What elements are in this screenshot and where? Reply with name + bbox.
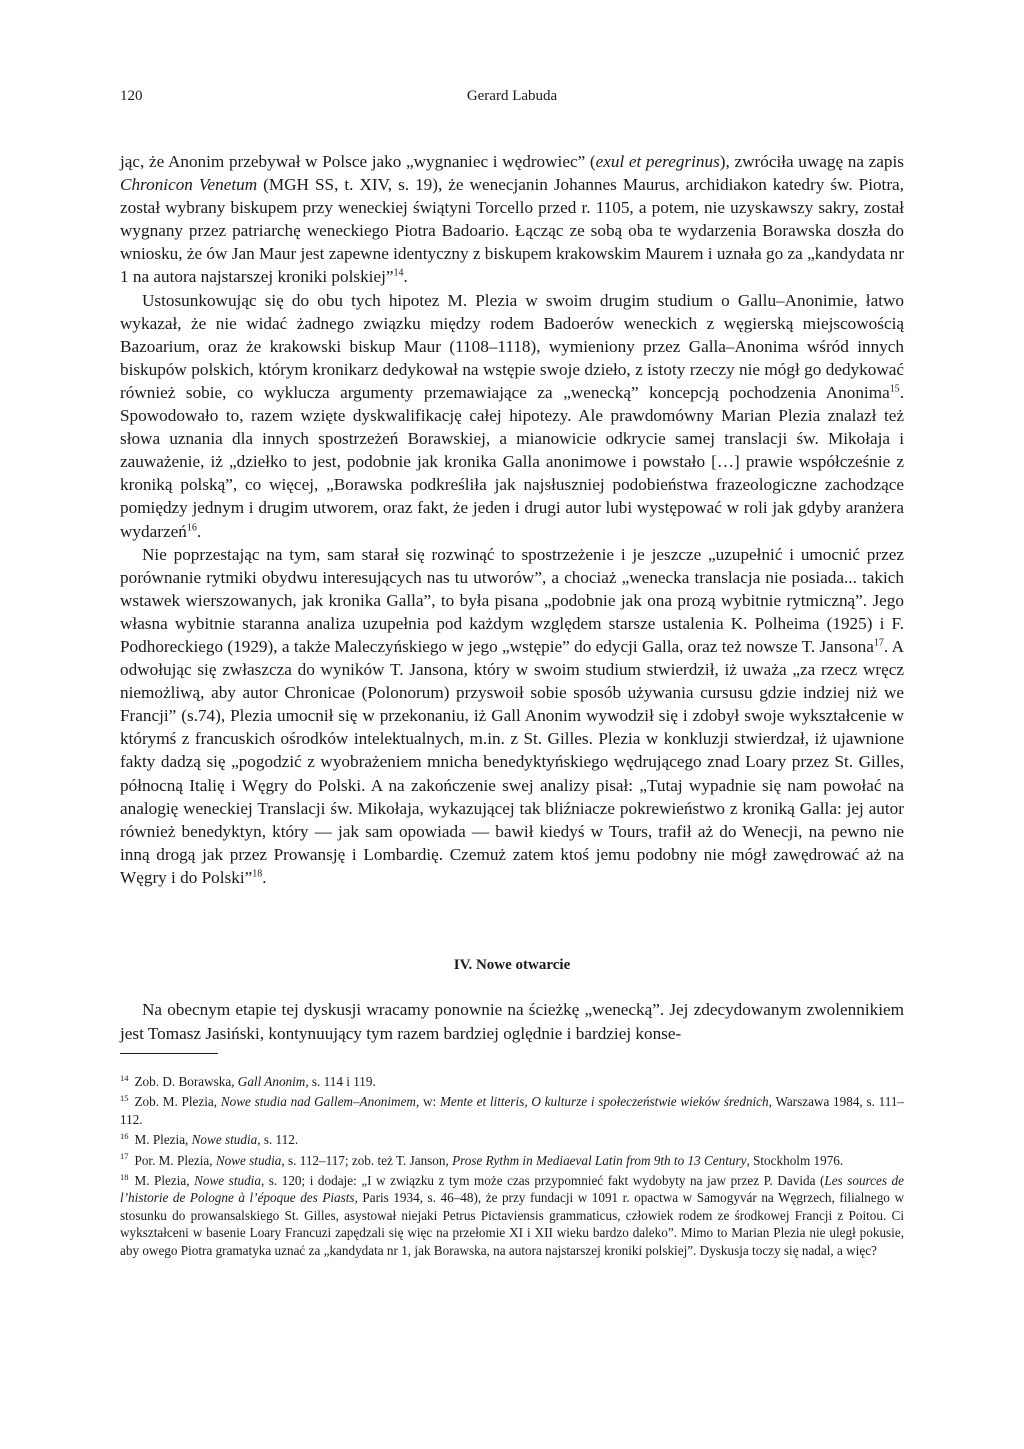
text-run: Zob. M. Plezia, xyxy=(134,1094,221,1110)
italic-text: Mente et litteris, O kulturze i społeczeństwie wieków średnich xyxy=(439,1094,769,1110)
page-header xyxy=(120,88,904,112)
italic-text: Nowe studia xyxy=(194,1173,261,1189)
text-run: , s. 114 i 119. xyxy=(305,1074,376,1089)
text-run: M. Plezia, xyxy=(134,1132,192,1148)
text-run: (MGH SS, t. XIV, s. 19), że wenecjanin Johannes Maurus, archidiakon katedry św. Piotra, został wybrany biskupem przy weneckiej świątyni Torcello przed r. 1105, a potem, nie uzyskawszy sakry, został wygnany przez patriarchę weneckiego Piotra Badoario. Łącząc ze sobą oba te wydarzenia Borawska doszła do wniosku, że ów Jan Maur jest zapewne identyczny z biskupem krakowskim Maurem i uznała go za „kandydata nr 1 na autora najstarszej kroniki polskiej” xyxy=(120,175,904,287)
italic-text: Nowe studia nad Gallem–Anonimem xyxy=(220,1094,416,1110)
footnote-number: 16 xyxy=(120,1130,129,1141)
section-heading: IV. Nowe otwarcie xyxy=(453,957,571,973)
italic-text: Nowe studia xyxy=(215,1152,282,1168)
footnote xyxy=(120,1172,904,1259)
italic-text: exul et peregrinus xyxy=(595,152,720,171)
text-run: Zob. D. Borawska, xyxy=(134,1074,238,1089)
running-head: Gerard Labuda xyxy=(466,88,558,104)
footnote-separator xyxy=(120,1053,218,1054)
text-run: , s. 112–117; zob. też T. Janson, xyxy=(281,1152,453,1168)
italic-text: Chronicon Venetum xyxy=(120,175,258,195)
text-run: , Stockholm 1976. xyxy=(746,1152,844,1168)
italic-text: Nowe studia xyxy=(191,1132,258,1148)
body-text xyxy=(120,150,904,889)
text-run: , w: xyxy=(415,1094,440,1110)
text-run: jąc, że Anonim przebywał w Polsce jako „wygnaniec i wędrowiec” ( xyxy=(120,152,596,171)
footnote-reference[interactable]: 14 xyxy=(393,267,404,279)
footnotes xyxy=(120,1073,904,1262)
footnote xyxy=(120,1093,904,1128)
section-paragraph: Na obecnym etapie tej dyskusji wracamy ponownie na ścieżkę „wenecką”. Jej zdecydowanym zwolennikiem jest Tomasz Jasiński, kontynuujący tym razem bardziej oględnie i bardziej konse- xyxy=(120,1000,904,1043)
body-paragraph xyxy=(120,543,904,889)
footnote-reference[interactable]: 15 xyxy=(889,383,900,395)
footnote-number: 14 xyxy=(120,1072,129,1083)
footnote-reference[interactable]: 17 xyxy=(873,637,884,649)
footnote-reference[interactable]: 16 xyxy=(186,521,197,533)
page-number: 120 xyxy=(120,88,143,104)
text-run: , Paris 1934, s. 46–48), że przy fundacji w 1091 r. opactwa w Samogyvár na Węgrzech, filialnego w stosunku do prowansalskiego St. Gilles, asystował niejaki Petrus Pictaviensis grammaticus, człowiek rodem ze środkowej Francji z Poitou. Ci wykształceni w basenie Loary Francuzi zapędzali się więc na przełomie XI i XII wieku bardzo daleko”. Mimo to Marian Plezia nie uległ pokusie, aby owego Piotra gramatyka uznać za „kandydata nr 1, jak Borawska, na autora najstarszej kroniki polskiej”. Dyskusja toczy się nadal, a więc? xyxy=(120,1190,904,1258)
text-run: . xyxy=(196,521,202,541)
text-run: Nie poprzestając na tym, sam starał się rozwinąć to spostrzeżenie i je jeszcze „uzupełnić i umocnić przez porównanie rytmiki obydwu interesujących nas tu utworów”, a chociaż „wenecka translacja nie posiada... takich wstawek wierszowanych, jak kronika Galla”, to była pisana „podobnie jak ona prozą wybitnie rytmiczną”. Jego własna wybitnie staranna analiza uzupełnia pod każdym względem starsze ustalenia K. Polheima (1925) i F. Podhoreckiego (1929), a także Maleczyńskiego w jego „wstępie” do edycji Galla, oraz też nowsze T. Jansona xyxy=(120,544,904,656)
text-run: . xyxy=(262,867,267,887)
footnote xyxy=(120,1131,904,1148)
text-run: M. Plezia, xyxy=(134,1173,195,1189)
footnote-number: 15 xyxy=(120,1093,129,1104)
text-run: Por. M. Plezia, xyxy=(134,1152,216,1168)
text-run: , s. 120; i dodaje: „I w związku z tym może czas przypomnieć fakt wydobyty na jaw przez P. Davida ( xyxy=(260,1173,825,1189)
text-run: , s. 112. xyxy=(257,1132,299,1148)
text-run: . Spowodowało to, razem wzięte dyskwalifikację całej hipotezy. Ale prawdomówny Marian Plezia znalazł też słowa uznania dla innych spostrzeżeń Borawskiej, a mianowicie odkrycie samej translacji św. Mikołaja i zauważenie, iż „dziełko to jest, podobnie jak kronika Galla anonimowe i powstało […] prawie współcześnie z kroniką polską”, co więcej, „Borawska podkreśliła jak najsłuszniej podobieństwa frazeologiczne zachodzące pomiędzy jednym i drugim utworem, oraz fakt, że jeden i drugi autor lubi występować w roli jak gdyby aranżera wydarzeń xyxy=(120,382,904,541)
body-paragraph xyxy=(120,150,904,289)
text-run: , Warszawa 1984, s. 111–112. xyxy=(120,1094,905,1127)
footnote-number: 17 xyxy=(120,1151,129,1162)
footnote xyxy=(120,1152,904,1169)
text-run: Ustosunkowując się do obu tych hipotez M. Plezia w swoim drugim studium o Gallu–Anonimie, łatwo wykazał, że nie widać żadnego związku między rodem Badoerów weneckich z węgierską miejscowością Bazoarium, oraz że krakowski biskup Maur (1108–1118), wymieniony przez Galla–Anonima wśród innych biskupów polskich, którym kronikarz dedykował na wstępie swoje dzieło, z istoty rzeczy nie mógł go dedykować również sobie, co wyklucza argumenty przemawiające za „wenecką” koncepcją pochodzenia Anonima xyxy=(120,290,904,402)
italic-text: Prose Rythm in Mediaeval Latin from 9th to 13 Century xyxy=(452,1152,747,1168)
body-paragraph xyxy=(120,289,904,543)
text-run: . A odwołując się zwłaszcza do wyników T. Jansona, który w swoim studium stwierdził, iż uważa „za rzecz wręcz niemożliwą, aby autor Chronicae (Polonorum) przyswoił sobie sposób używania cursusu gdzie indziej niż we Francji” (s.74), Plezia umocnił się w przekonaniu, iż Gall Anonim wywodził się i zdobył swoje wykształcenie w którymś z francuskich ośrodków intelektualnych, m.in. z St. Gilles. Plezia w konkluzji stwierdzał, iż ujawnione fakty dadzą się „pogodzić z wyobrażeniem mnicha benedyktyńskiego wędrującego znad Loary przez St. Gilles, północną Italię i Węgry do Polski. A na zakończenie swej analizy pisał: „Tutaj wypadnie się nam powołać na analogię weneckiej Translacji św. Mikołaja, wykazującej tak bliźniacze pokrewieństwo z kroniką Galla: jej autor również benedyktyn, który — jak sam opowiada — bawił kiedyś w Tours, trafił aż do Wenecji, na pewno nie inną drogą jak przez Prowansję i Lombardię. Czemuż zatem ktoś jemu podobny nie mógł zawędrować aż na Węgry i do Polski” xyxy=(120,636,904,887)
footnote-number: 18 xyxy=(120,1171,129,1182)
footnote xyxy=(120,1073,904,1090)
italic-text: Les sources de l’historie de Pologne à l’époque des Piasts xyxy=(120,1173,904,1206)
text-run: . xyxy=(403,267,408,287)
text-run: ), zwróciła uwagę na zapis xyxy=(719,152,904,171)
footnote-reference[interactable]: 18 xyxy=(252,868,263,880)
italic-text: Gall Anonim xyxy=(237,1074,306,1089)
